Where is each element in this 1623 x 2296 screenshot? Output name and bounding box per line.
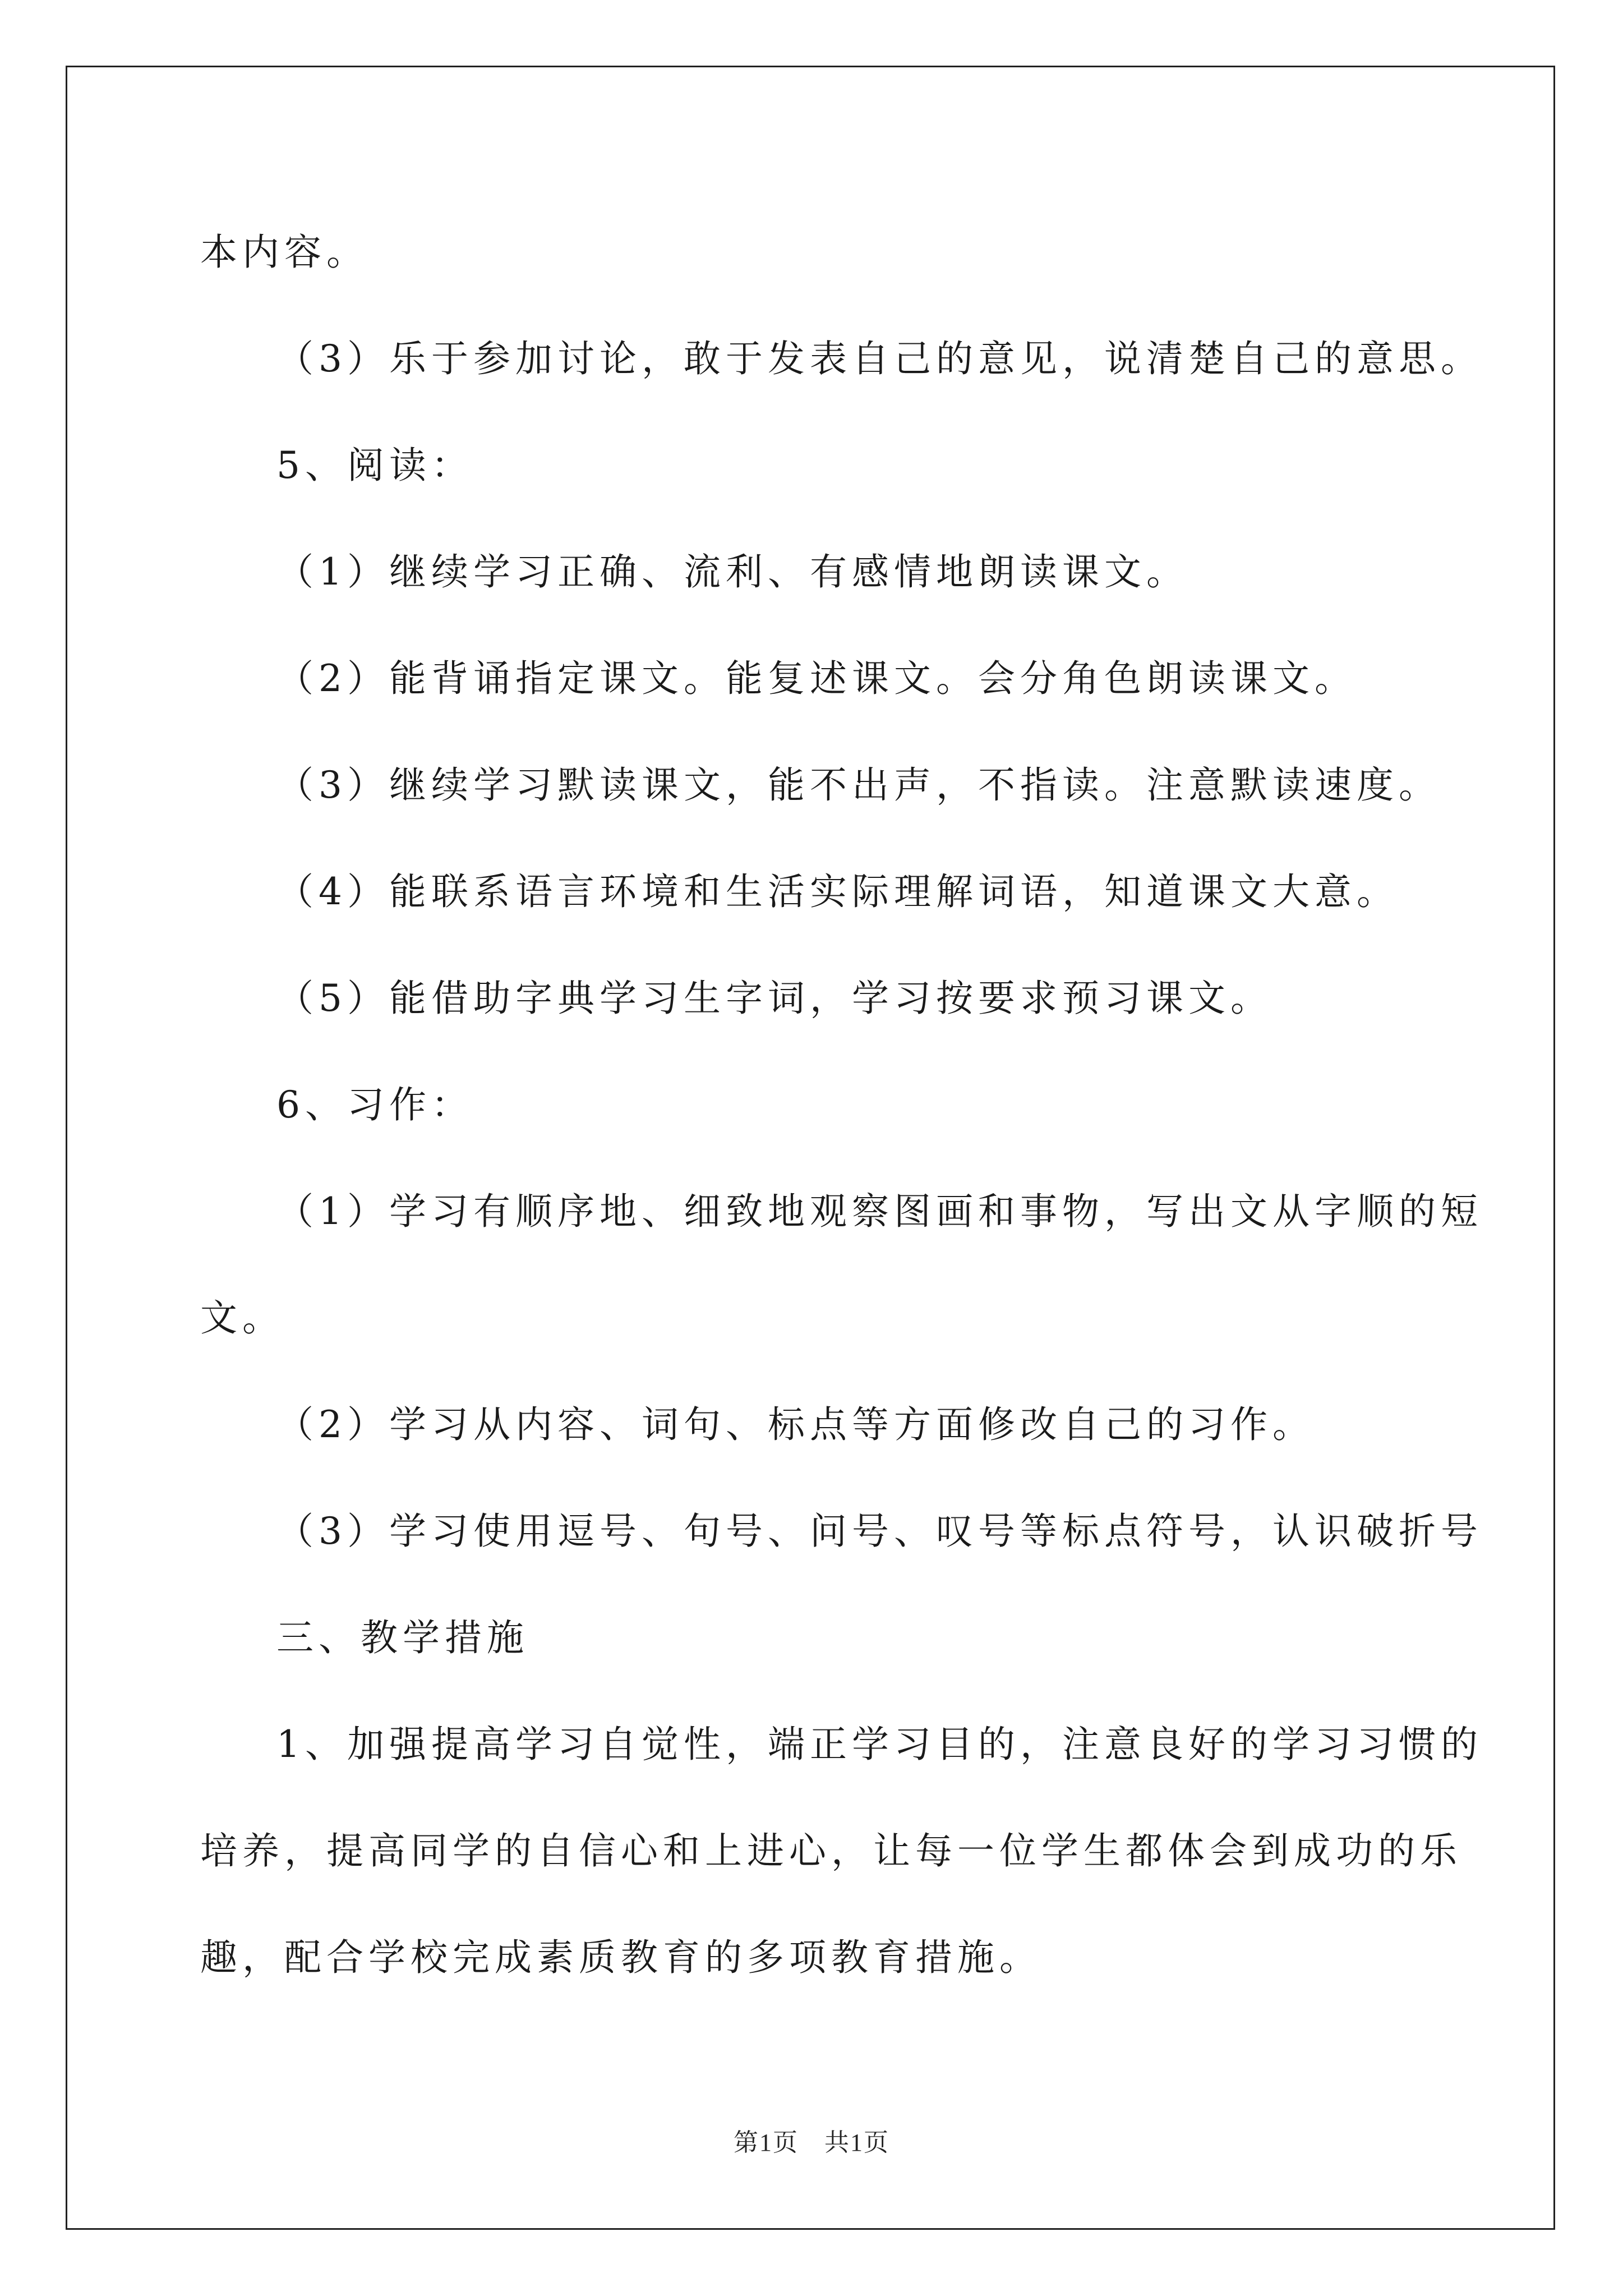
text-line: （1）继续学习正确、流利、有感情地朗读课文。 <box>276 550 1188 593</box>
text-line: （4）能联系语言环境和生活实际理解词语，知道课文大意。 <box>276 870 1399 913</box>
text-line: （3）乐于参加讨论，敢于发表自己的意见，说清楚自己的意思。 <box>276 337 1483 380</box>
text-line: （5）能借助字典学习生字词，学习按要求预习课文。 <box>276 977 1272 1020</box>
text-line: 本内容。 <box>200 231 368 274</box>
text-line: 趣，配合学校完成素质教育的多项教育措施。 <box>200 1936 1041 1979</box>
text-line: 培养，提高同学的自信心和上进心，让每一位学生都体会到成功的乐 <box>200 1829 1462 1872</box>
text-line: 文。 <box>200 1296 284 1340</box>
text-line: 1、加强提高学习自觉性，端正学习目的，注意良好的学习习惯的 <box>276 1723 1483 1766</box>
page-border <box>66 66 1555 2230</box>
text-line: （3）学习使用逗号、句号、问号、叹号等标点符号，认识破折号 <box>276 1510 1483 1553</box>
text-line: （3）继续学习默读课文，能不出声，不指读。注意默读速度。 <box>276 763 1441 807</box>
page-number-footer: 第1页 共1页 <box>734 2129 889 2156</box>
section-heading: 三、教学措施 <box>276 1616 529 1659</box>
text-line: （2）学习从内容、词句、标点等方面修改自己的习作。 <box>276 1403 1315 1446</box>
text-line: （2）能背诵指定课文。能复述课文。会分角色朗读课文。 <box>276 657 1357 700</box>
section-heading: 5、阅读： <box>276 444 473 487</box>
text-line: （1）学习有顺序地、细致地观察图画和事物，写出文从字顺的短 <box>276 1190 1483 1233</box>
section-heading: 6、习作： <box>276 1083 473 1126</box>
